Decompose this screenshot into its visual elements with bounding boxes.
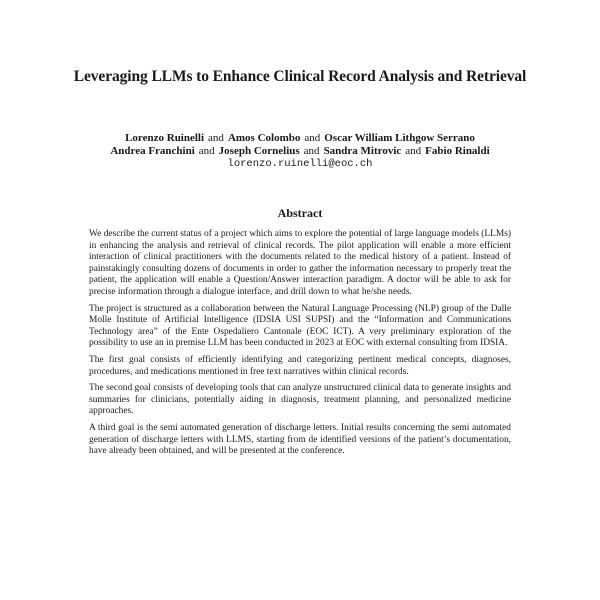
- author-conjunction: and: [303, 145, 320, 157]
- abstract-body: [89, 229, 511, 463]
- author-name: Lorenzo Ruinelli: [125, 132, 205, 144]
- author-conjunction: and: [304, 132, 321, 144]
- abstract-heading: Abstract: [277, 206, 323, 220]
- abstract-paragraph: The first goal consists of efficiently identifying and categorizing pertinent medical concepts, diagnoses, procedures, and medications mentioned in free text narratives within clinical records.: [89, 354, 511, 377]
- author-name: Joseph Cornelius: [218, 145, 300, 157]
- abstract-paragraph: The project is structured as a collaboration between the Natural Language Processing (NLP) group of the Dalle Molle Institute of Artificial Intelligence (IDSIA USI SUPSI) and the “Information and Communications Technology area” of the Ente Ospedaliero Cantonale (EOC ICT). A very preliminary exploration of the possibility to use an in premise LLM has been conducted in 2023 at EOC with external consulting from IDSIA.: [89, 303, 511, 349]
- author-line-1: [0, 132, 600, 145]
- author-conjunction: and: [208, 132, 224, 144]
- author-name: Andrea Franchini: [110, 145, 195, 157]
- abstract-paragraph: A third goal is the semi automated generation of discharge letters. Initial results concerning the semi automated generation of discharge letters with LLMS, starting from de identified versions of the patient’s documentation, have already been obtained, and will be presented at the conference.: [89, 422, 511, 457]
- author-conjunction: and: [198, 145, 215, 157]
- abstract-paragraph: The second goal consists of developing tools that can analyze unstructured clinical data to generate insights and summaries for clinicians, potentially aiding in diagnosis, treatment planning, and personalized medicine approaches.: [89, 383, 511, 417]
- author-name: Oscar William Lithgow Serrano: [324, 132, 475, 144]
- abstract-paragraph: We describe the current status of a project which aims to explore the potential of large language models (LLMs) in enhancing the analysis and retrieval of clinical records. The pilot application will enable a more efficient interaction of clinical practitioners with the documents related to the medical history of a patient. Instead of painstakingly consulting dozens of documents in order to gather the information necessary to properly treat the patient, the application will enable a Question/Answer interaction paradigm. A doctor will be able to ask for precise information through a dialogue interface, and drill down to what he/she needs.: [89, 229, 511, 297]
- author-line-2: [0, 145, 600, 158]
- author-name: Fabio Rinaldi: [425, 145, 490, 157]
- author-list: [0, 132, 600, 158]
- author-name: Sandra Mitrovic: [323, 145, 402, 157]
- author-name: Amos Colombo: [227, 132, 301, 144]
- contact-email: lorenzo.ruinelli@eoc.ch: [227, 158, 373, 170]
- author-conjunction: and: [405, 145, 422, 157]
- paper-title: Leveraging LLMs to Enhance Clinical Record Analysis and Retrieval: [73, 68, 527, 85]
